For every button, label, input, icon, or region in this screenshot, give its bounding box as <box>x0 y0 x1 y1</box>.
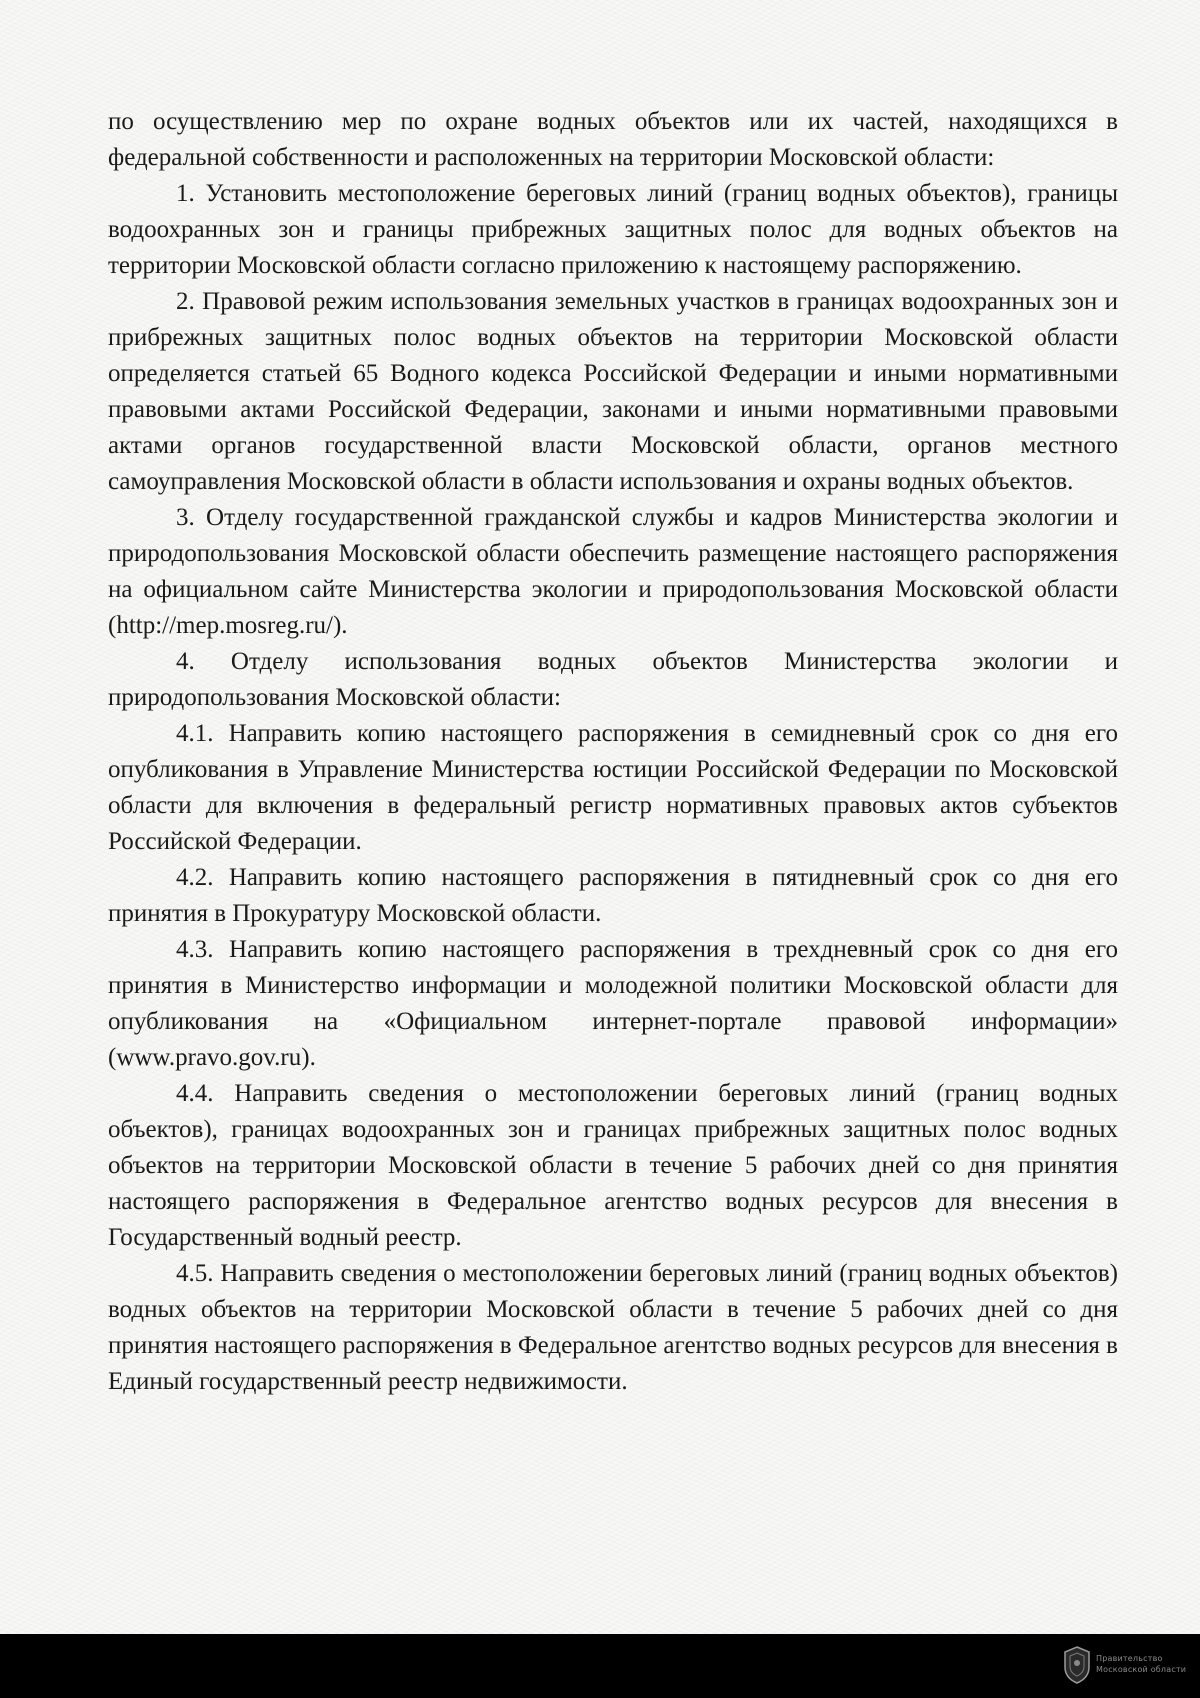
seal-label-line-1: Правительство <box>1096 1654 1163 1663</box>
paragraph-1: 1. Установить местоположение береговых линий (границ водных объектов), границы водоохранных зон и границы прибрежных защитных полос для водных объектов на территории Московской области согласно приложению к настоящему распоряжению. <box>108 180 1118 279</box>
paragraph-intro: по осуществлению мер по охране водных объектов или их частей, находящихся в федеральной собственности и расположенных на территории Московской области: <box>108 108 1118 171</box>
footer-bar <box>0 1634 1200 1698</box>
paragraph-2: 2. Правовой режим использования земельных участков в границах водоохранных зон и прибрежных защитных полос водных объектов на территории Московской области определяется статьей 65 Водного кодекса Российской Федерации и иными нормативными правовыми актами Российской Федерации, законами и иными нормативными правовыми актами органов государственной власти Московской области, органов местного самоуправления Московской области в области использования и охраны водных объектов. <box>108 288 1118 495</box>
paragraph-4-3: 4.3. Направить копию настоящего распоряжения в трехдневный срок со дня его принятия в Министерство информации и молодежной политики Московской области для опубликования на «Официальном интернет-портале правовой информации» (www.pravo.gov.ru). <box>108 936 1118 1071</box>
paragraph-3: 3. Отделу государственной гражданской службы и кадров Министерства экологии и природопользования Московской области обеспечить размещение настоящего распоряжения на официальном сайте Министерства экологии и природопользования Московской области (http://mep.mosreg.ru/). <box>108 504 1118 639</box>
seal-label <box>1096 1653 1196 1675</box>
paragraph-4-5: 4.5. Направить сведения о местоположении береговых линий (границ водных объектов) водных объектов на территории Московской области в течение 5 рабочих дней со дня принятия настоящего распоряжения в Федеральное агентство водных ресурсов для внесения в Единый государственный реестр недвижимости. <box>108 1260 1118 1395</box>
document-body <box>108 104 1118 1400</box>
seal-label-line-2: Московской области <box>1096 1665 1187 1674</box>
paragraph-4-4: 4.4. Направить сведения о местоположении береговых линий (границ водных объектов), границах водоохранных зон и границах прибрежных защитных полос водных объектов на территории Московской области в течение 5 рабочих дней со дня принятия настоящего распоряжения в Федеральное агентство водных ресурсов для внесения в Государственный водный реестр. <box>108 1080 1118 1251</box>
paragraph-4-2: 4.2. Направить копию настоящего распоряжения в пятидневный срок со дня его принятия в Прокуратуру Московской области. <box>108 864 1118 927</box>
paragraph-4: 4. Отделу использования водных объектов Министерства экологии и природопользования Московской области: <box>108 648 1118 711</box>
coat-of-arms-icon <box>1062 1645 1092 1685</box>
paragraph-4-1: 4.1. Направить копию настоящего распоряжения в семидневный срок со дня его опубликования в Управление Министерства юстиции Российской Федерации по Московской области для включения в федеральный регистр нормативных правовых актов субъектов Российской Федерации. <box>108 720 1118 855</box>
